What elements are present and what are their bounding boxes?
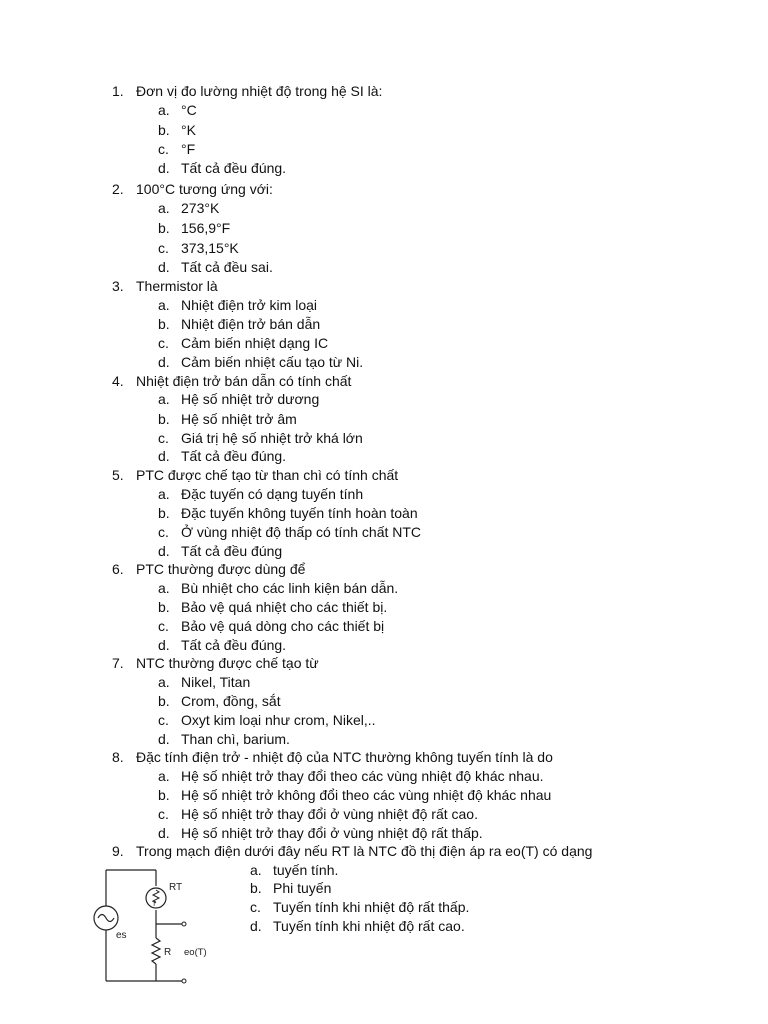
option-letter: c. bbox=[158, 712, 169, 728]
option-text: Giá trị hệ số nhiệt trở khá lớn bbox=[181, 430, 363, 446]
question-text: Đặc tính điện trở - nhiệt độ của NTC thường không tuyến tính là do bbox=[136, 749, 553, 765]
option-letter: c. bbox=[158, 240, 169, 256]
question-number: 6. bbox=[112, 561, 124, 577]
option-letter: a. bbox=[158, 580, 170, 596]
option-letter: b. bbox=[158, 787, 170, 803]
option-letter: c. bbox=[158, 335, 169, 351]
option-letter: c. bbox=[158, 430, 169, 446]
output-label: eo(T) bbox=[184, 947, 207, 958]
question-number: 8. bbox=[112, 749, 124, 765]
question-text: Thermistor là bbox=[136, 278, 218, 294]
resistor-icon bbox=[152, 938, 160, 964]
option-letter: a. bbox=[158, 486, 170, 502]
option-letter: a. bbox=[158, 200, 170, 216]
circuit-diagram bbox=[90, 866, 220, 992]
option-text: Tuyến tính khi nhiệt độ rất thấp. bbox=[273, 899, 470, 915]
option-text: Bù nhiệt cho các linh kiện bán dẫn. bbox=[181, 580, 399, 596]
option-text: 373,15°K bbox=[181, 240, 239, 256]
option-letter: c. bbox=[158, 524, 169, 540]
question-text: Trong mạch điện dưới đây nếu RT là NTC đồ thị điện áp ra eo(T) có dạng bbox=[136, 843, 593, 859]
option-text: Cảm biến nhiệt dạng IC bbox=[181, 335, 329, 351]
option-text: Nhiệt điện trở bán dẫn bbox=[181, 316, 321, 332]
option-text: Đặc tuyến không tuyến tính hoàn toàn bbox=[181, 505, 418, 521]
option-text: Crom, đồng, sắt bbox=[181, 693, 281, 709]
thermistor-mark: T bbox=[152, 901, 157, 908]
option-letter: d. bbox=[158, 731, 170, 747]
question-number: 9. bbox=[112, 843, 124, 859]
option-text: °F bbox=[181, 141, 196, 157]
option-text: Đặc tuyến có dạng tuyến tính bbox=[181, 486, 364, 502]
option-letter: b. bbox=[158, 599, 170, 615]
option-text: Tất cả đều đúng. bbox=[181, 637, 287, 653]
question-number: 4. bbox=[112, 373, 124, 389]
option-letter: d. bbox=[158, 637, 170, 653]
question-text: 100°C tương ứng với: bbox=[136, 181, 273, 197]
option-text: Tất cả đều sai. bbox=[181, 259, 273, 275]
option-letter: d. bbox=[158, 825, 170, 841]
thermistor-label: RT bbox=[169, 882, 183, 893]
option-text: Bảo vệ quá nhiệt cho các thiết bị. bbox=[181, 599, 388, 615]
question-number: 7. bbox=[112, 655, 124, 671]
option-letter: d. bbox=[158, 160, 170, 176]
option-text: Hệ số nhiệt trở không đổi theo các vùng nhiệt độ khác nhau bbox=[181, 787, 552, 803]
option-text: tuyến tính. bbox=[273, 862, 339, 878]
option-text: Phi tuyến bbox=[273, 880, 332, 896]
output-terminal-top bbox=[182, 922, 186, 926]
question-text: PTC được chế tạo từ than chì có tính chất bbox=[136, 467, 399, 483]
output-terminal-bottom bbox=[182, 979, 186, 983]
option-text: Hệ số nhiệt trở thay đổi ở vùng nhiệt độ rất cao. bbox=[181, 806, 478, 822]
option-letter: d. bbox=[158, 354, 170, 370]
option-text: Oxyt kim loại như crom, Nikel,.. bbox=[181, 712, 376, 728]
option-letter: b. bbox=[158, 220, 170, 236]
option-text: Tất cả đều đúng. bbox=[181, 448, 287, 464]
option-letter: b. bbox=[250, 880, 262, 896]
option-letter: a. bbox=[158, 674, 170, 690]
option-letter: c. bbox=[158, 618, 169, 634]
option-letter: a. bbox=[158, 768, 170, 784]
question-text: Đơn vị đo lường nhiệt độ trong hệ SI là: bbox=[136, 83, 383, 99]
source-label: es bbox=[116, 930, 127, 941]
option-text: Cảm biến nhiệt cấu tạo từ Ni. bbox=[181, 354, 364, 370]
option-letter: d. bbox=[158, 448, 170, 464]
option-letter: d. bbox=[158, 543, 170, 559]
option-text: °C bbox=[181, 102, 197, 118]
option-text: Hệ số nhiệt trở âm bbox=[181, 411, 297, 427]
option-text: Tuyến tính khi nhiệt độ rất cao. bbox=[273, 918, 465, 934]
option-letter: d. bbox=[250, 918, 262, 934]
option-letter: c. bbox=[250, 899, 261, 915]
ac-source-icon bbox=[94, 906, 118, 930]
option-letter: b. bbox=[158, 693, 170, 709]
option-letter: c. bbox=[158, 806, 169, 822]
option-text: 156,9°F bbox=[181, 220, 231, 236]
question-text: Nhiệt điện trở bán dẫn có tính chất bbox=[136, 373, 352, 389]
option-letter: a. bbox=[250, 862, 262, 878]
question-number: 5. bbox=[112, 467, 124, 483]
option-letter: a. bbox=[158, 391, 170, 407]
option-text: Ở vùng nhiệt độ thấp có tính chất NTC bbox=[181, 524, 422, 540]
option-text: Hệ số nhiệt trở thay đổi theo các vùng nhiệt độ khác nhau. bbox=[181, 768, 544, 784]
option-letter: a. bbox=[158, 102, 170, 118]
option-text: Bảo vệ quá dòng cho các thiết bị bbox=[181, 618, 385, 634]
question-text: PTC thường được dùng để bbox=[136, 561, 306, 577]
question-text: NTC thường được chế tạo từ bbox=[136, 655, 319, 671]
question-number: 1. bbox=[112, 83, 124, 99]
option-letter: d. bbox=[158, 259, 170, 275]
option-text: 273°K bbox=[181, 200, 220, 216]
option-letter: a. bbox=[158, 297, 170, 313]
option-text: Than chì, barium. bbox=[181, 731, 290, 747]
question-number: 2. bbox=[112, 181, 124, 197]
option-text: Hệ số nhiệt trở thay đổi ở vùng nhiệt độ rất thấp. bbox=[181, 825, 483, 841]
question-number: 3. bbox=[112, 278, 124, 294]
option-text: Hệ số nhiệt trở dương bbox=[181, 391, 320, 407]
option-letter: b. bbox=[158, 411, 170, 427]
option-text: Nhiệt điện trở kim loại bbox=[181, 297, 318, 313]
option-text: Nikel, Titan bbox=[181, 674, 251, 690]
resistor-label: R bbox=[164, 947, 172, 958]
option-text: Tất cả đều đúng bbox=[181, 543, 283, 559]
option-letter: b. bbox=[158, 122, 170, 138]
option-letter: b. bbox=[158, 316, 170, 332]
option-letter: c. bbox=[158, 141, 169, 157]
option-text: °K bbox=[181, 122, 196, 138]
option-letter: b. bbox=[158, 505, 170, 521]
option-text: Tất cả đều đúng. bbox=[181, 160, 287, 176]
